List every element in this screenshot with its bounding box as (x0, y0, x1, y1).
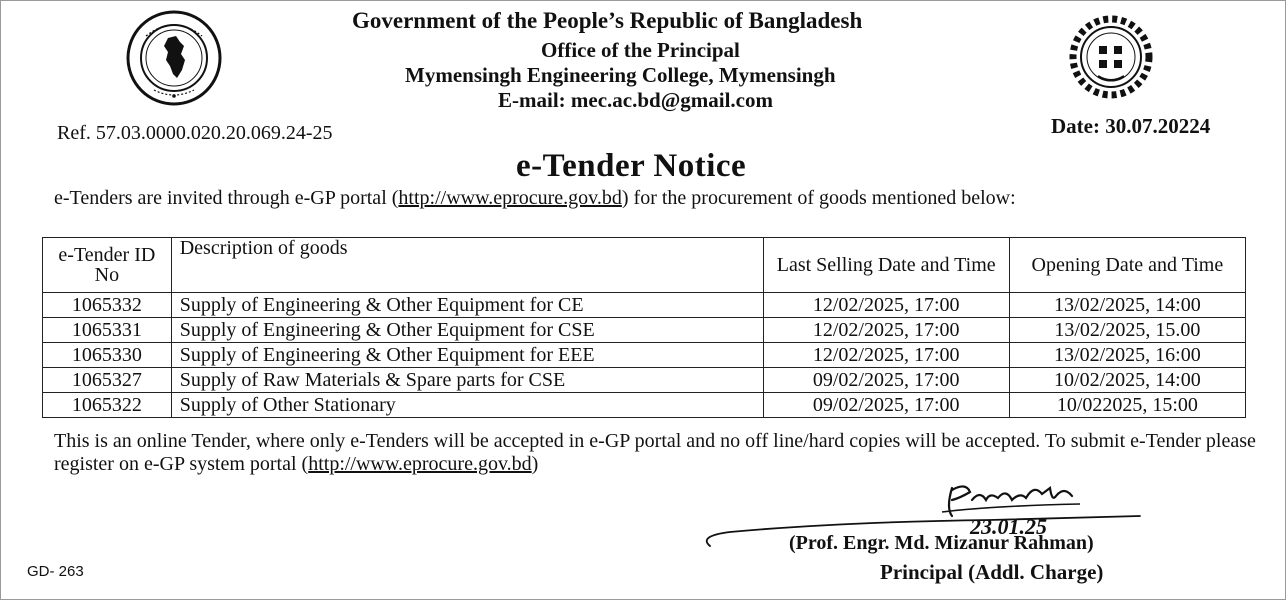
government-heading: Government of the People’s Republic of Bangladesh (352, 8, 863, 33)
college-heading: Mymensingh Engineering College, Mymensingh (405, 63, 836, 87)
government-seal-icon (124, 8, 224, 108)
tender-id-cell: 1065330 (43, 343, 172, 368)
svg-text:23.01.25: 23.01.25 (970, 514, 1047, 539)
table-row (43, 343, 1246, 368)
table-row (43, 368, 1246, 393)
notice-date: Date: 30.07.20224 (1051, 114, 1211, 138)
office-heading: Office of the Principal (541, 38, 740, 62)
intro-text-end: ) for the procurement of goods mentioned below: (621, 187, 1016, 209)
college-emblem-icon (1068, 14, 1154, 100)
description-cell: Supply of Engineering & Other Equipment for CSE (171, 318, 763, 343)
last-selling-cell: 12/02/2025, 17:00 (763, 318, 1009, 343)
description-cell: Supply of Engineering & Other Equipment for CE (171, 293, 763, 318)
table-row (43, 393, 1246, 418)
table-row (43, 293, 1246, 318)
footer-code: GD- 263 (27, 563, 84, 580)
last-selling-cell: 09/02/2025, 17:00 (763, 393, 1009, 418)
signatory-title: Principal (Addl. Charge) (880, 560, 1104, 584)
last-selling-cell: 12/02/2025, 17:00 (763, 343, 1009, 368)
column-header-id: e-Tender ID No (43, 238, 172, 293)
tender-id-cell: 1065331 (43, 318, 172, 343)
tender-id-cell: 1065322 (43, 393, 172, 418)
description-cell: Supply of Raw Materials & Spare parts for CSE (171, 368, 763, 393)
opening-cell: 13/02/2025, 15.00 (1009, 318, 1245, 343)
table-header-row (43, 238, 1246, 293)
online-text-start: This is an online Tender, where only e-Tenders will be accepted in e-GP portal and no off line/hard copies will be accepted. To submit e-Tender please register on e-GP system portal ( (54, 430, 1256, 475)
last-selling-cell: 12/02/2025, 17:00 (763, 293, 1009, 318)
online-tender-paragraph (54, 430, 1269, 476)
reference-number: Ref. 57.03.0000.020.20.069.24-25 (57, 122, 333, 144)
page-title: e-Tender Notice (516, 148, 747, 184)
opening-cell: 13/02/2025, 14:00 (1009, 293, 1245, 318)
opening-cell: 10/02/2025, 14:00 (1009, 368, 1245, 393)
intro-paragraph (54, 187, 1259, 209)
description-cell: Supply of Other Stationary (171, 393, 763, 418)
column-header-last-selling: Last Selling Date and Time (763, 238, 1009, 293)
opening-cell: 13/02/2025, 16:00 (1009, 343, 1245, 368)
tender-table (42, 237, 1246, 418)
eprocure-link[interactable]: http://www.eprocure.gov.bd (308, 453, 532, 475)
column-header-description: Description of goods (171, 238, 763, 293)
column-header-opening: Opening Date and Time (1009, 238, 1245, 293)
last-selling-cell: 09/02/2025, 17:00 (763, 368, 1009, 393)
online-text-end: ) (531, 453, 539, 475)
signatory-name: (Prof. Engr. Md. Mizanur Rahman) (789, 532, 1094, 554)
intro-text-start: e-Tenders are invited through e-GP portal ( (54, 187, 399, 209)
description-cell: Supply of Engineering & Other Equipment for EEE (171, 343, 763, 368)
tender-id-cell: 1065332 (43, 293, 172, 318)
tender-id-cell: 1065327 (43, 368, 172, 393)
email-line: E-mail: mec.ac.bd@gmail.com (498, 88, 773, 112)
eprocure-link[interactable]: http://www.eprocure.gov.bd (398, 187, 622, 209)
table-row (43, 318, 1246, 343)
opening-cell: 10/022025, 15:00 (1009, 393, 1245, 418)
